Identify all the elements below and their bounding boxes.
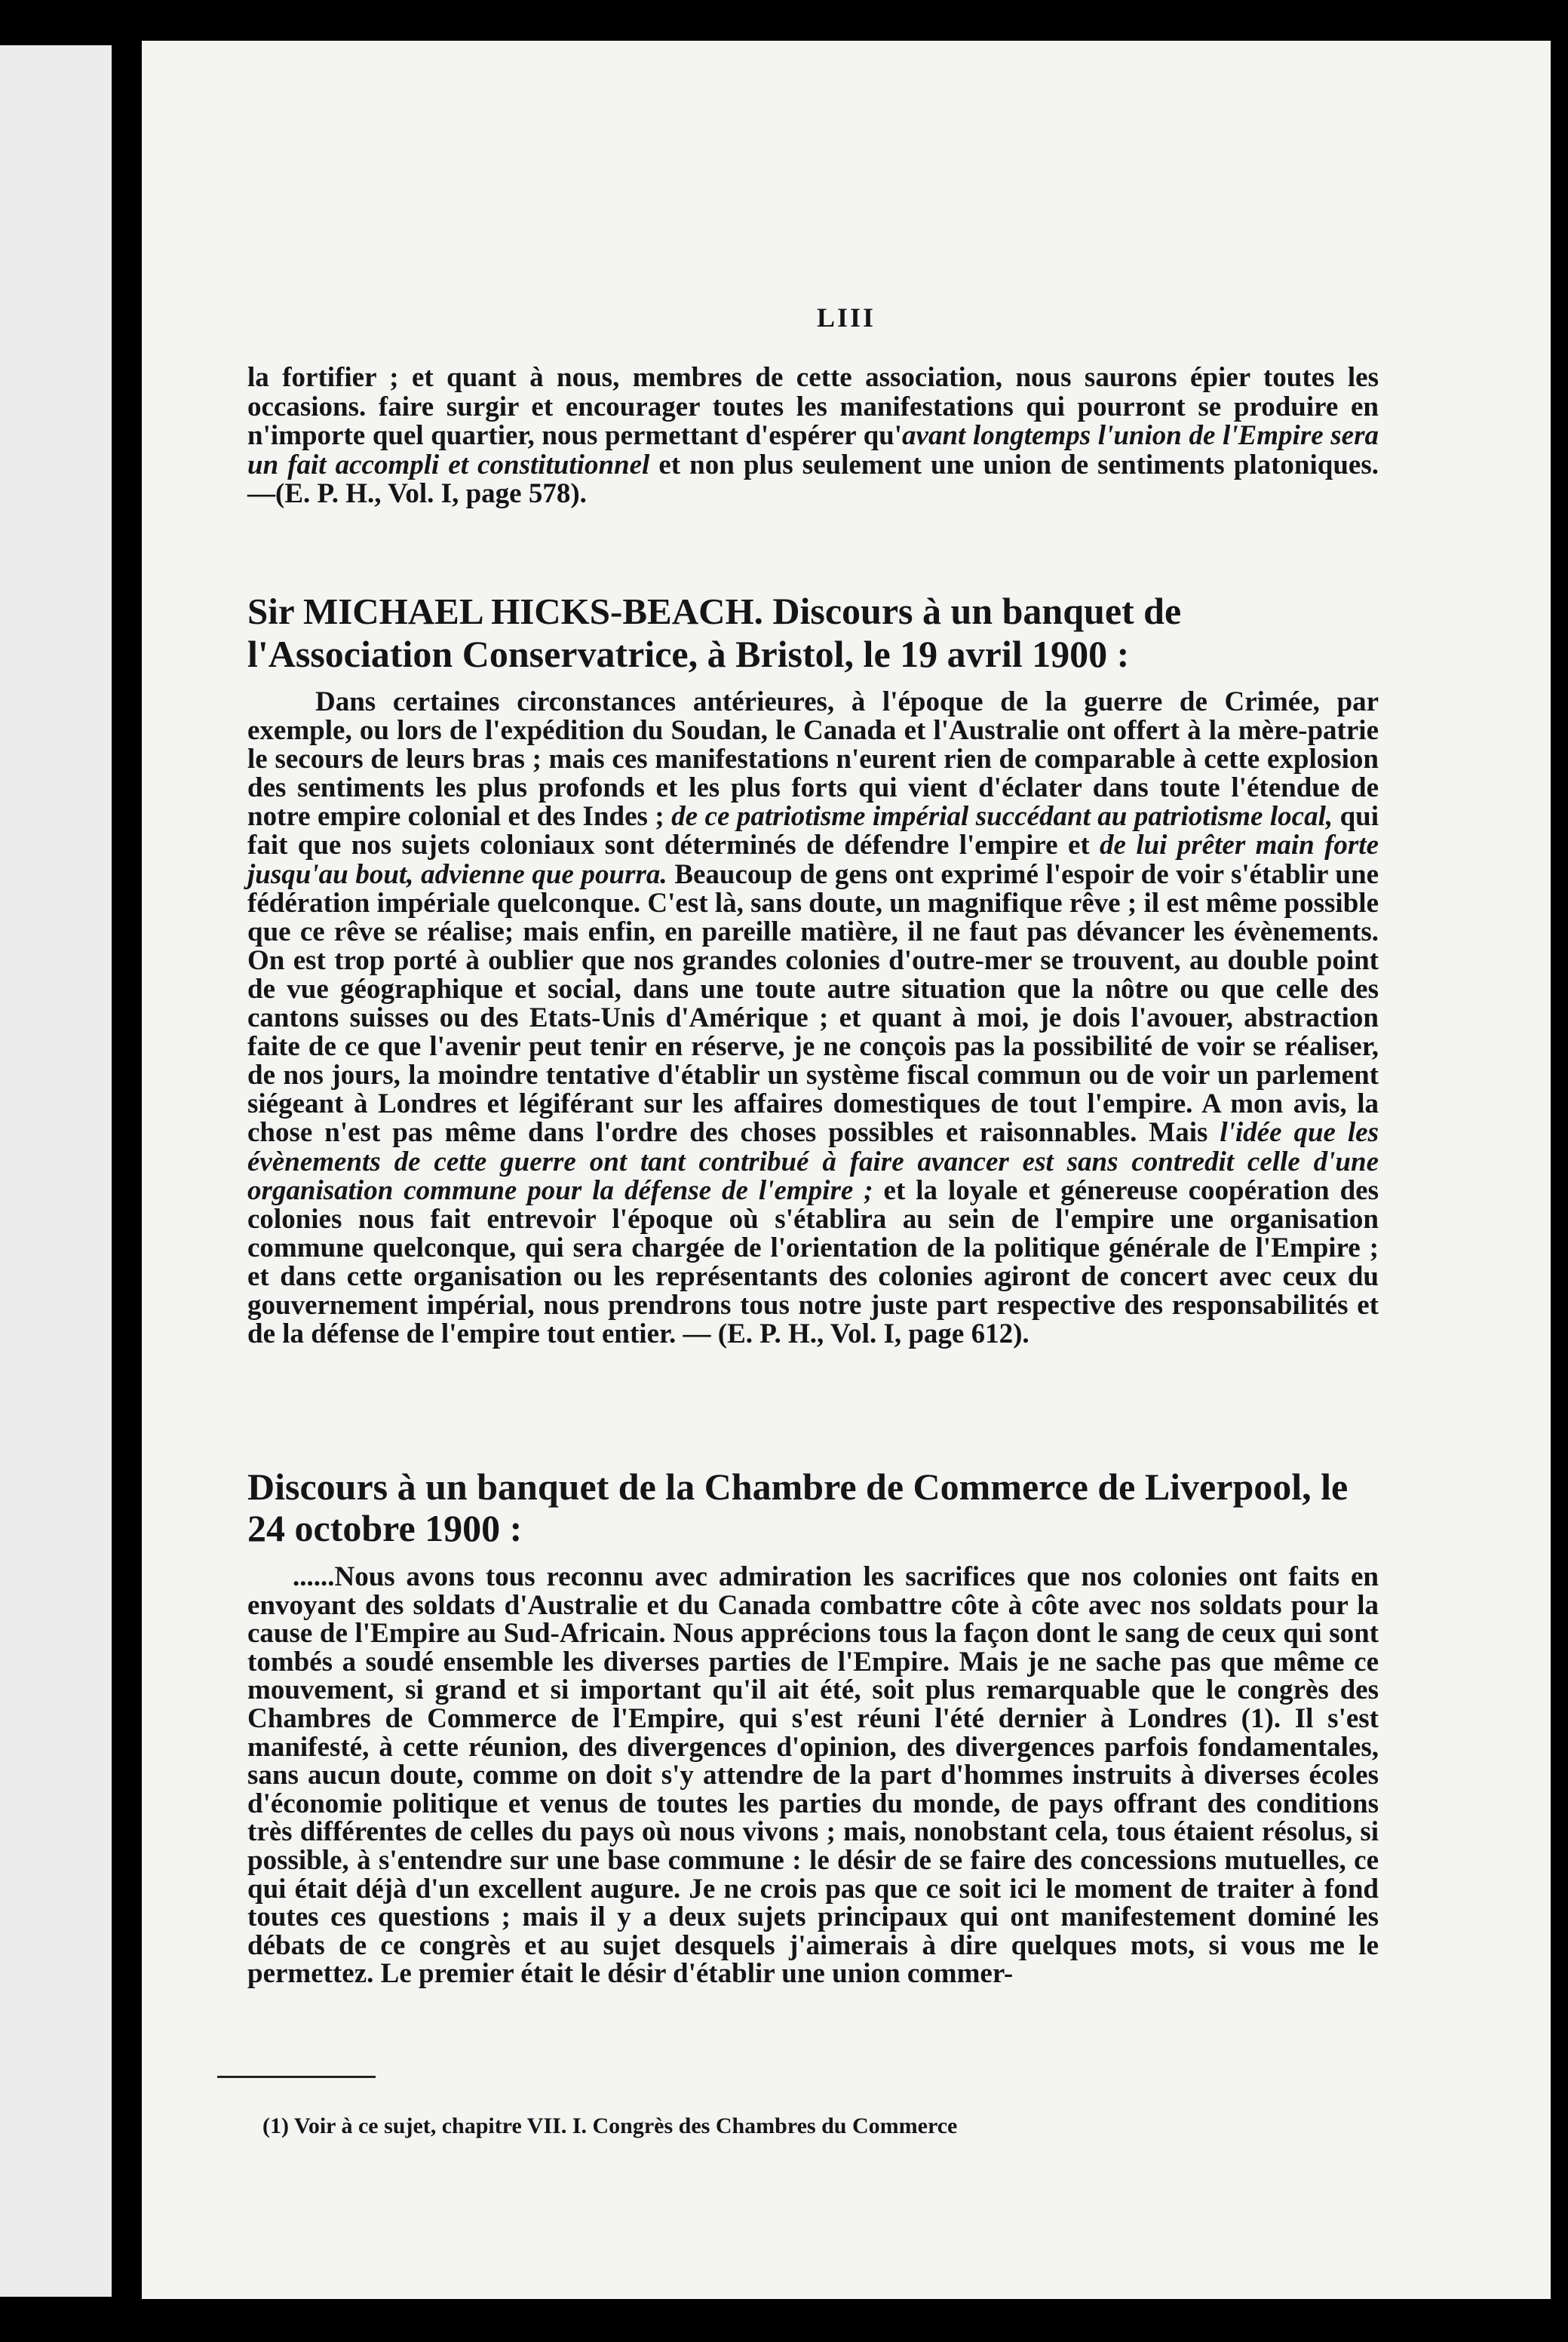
quotation-italic: avant longtemps l'union de l'Empire sera un fait accompli et constitutionnel — [247, 420, 1379, 480]
body-text: et la loyale et génereuse coopération des colonies nous fait entrevoir l'époque où s'établira au sein de l'empire une organisation commune quelconque, qui sera chargée de l'orientation de la politique générale de l'Empire ; et dans cette organisation ou les représentants des colonies agiront de concert avec ceux du gouvernement impérial, nous prendrons tous notre juste part respective des responsabilités et de la défense de l'empire tout entier. — (E. P. H., Vol. I, page 612). — [247, 1174, 1379, 1350]
footnote: (1) Voir à ce sujet, chapitre VII. I. Congrès des Chambres du Commerce — [262, 2113, 958, 2138]
speech-paragraph-liverpool: ......Nous avons tous reconnu avec admiration les sacrifices que nos colonies ont faits en envoyant des soldats d'Australie et du Canada combattre côte à côte avec nos soldats pour la cause de l'Empire au Sud-Africain. Nous apprécions tous la façon dont le sang de ceux qui sont tombés a soudé ensemble les diverses parties de l'Empire. Mais je ne sache pas que même ce mouvement, si grand et si important qu'il ait été, soit plus remarquable que le congrès des Chambres de Commerce de l'Empire, qui s'est réuni l'été dernier à Londres (1). Il s'est manifesté, à cette réunion, des divergences d'opinion, des divergences parfois fondamentales, sans aucun doute, comme on doit s'y attendre de la part d'hommes instruits à diverses écoles d'économie politique et venus de toutes les parties du monde, de pays offrant des conditions très différentes de celles du pays où nous vivons ; mais, nonobstant cela, tous étaient résolus, si possible, à s'entendre sur une base commune : le désir de se faire des concessions mutuelles, ce qui était déjà d'un excellent augure. Je ne crois pas que ce soit ici le moment de traiter à fond toutes ces questions ; mais il y a deux sujets principaux qui ont manifestement dominé les débats de ce congrès et au sujet desquels j'aimerais à dire quelques mots, si vous me le permettez. Le premier était le désir d'établir une union commer- — [247, 1561, 1379, 1990]
quotation-text: la fortifier ; et quant à nous, membres de cette association, nous saurons épier toutes les occasions. faire surgir et encourager toutes les manifestations qui pourront se produire en n'importe quel quartier, nous permettant d'espérer qu' — [247, 362, 1379, 451]
body-italic: de lui prêter main forte jusqu'au bout, advienne que pourra. — [247, 830, 1379, 890]
body-text: Beaucoup de gens ont exprimé l'espoir de voir s'établir une fédération impériale quelconque. C'est là, sans doute, un magnifique rêve ; il est même possible que ce rêve se réalise; mais enfin, en pareille matière, il ne faut pas dévancer les évènements. On est trop porté à oublier que nos grandes colonies d'outre-mer se trouvent, au double point de vue géographique et social, dans une toute autre situation que la nôtre ou que celle des cantons suisses ou des Etats-Unis d'Amérique ; et quant à moi, je dois l'avouer, abstraction faite de ce que l'avenir peut tenir en réserve, je ne conçois pas la possibilité de voir se réaliser, de nos jours, la moindre tentative d'établir un système fiscal commun ou de voir un parlement siégeant à Londres et légiférant sur les affaires domestiques de tout l'empire. A mon avis, la chose n'est pas même dans l'ordre des choses possibles et raisonnables. Mais — [247, 858, 1379, 1149]
section-heading-bristol — [247, 590, 1379, 675]
speech-paragraph-bristol — [247, 688, 1379, 1349]
page-number: LIII — [816, 302, 876, 333]
section-heading-liverpool: Discours à un banquet de la Chambre de Commerce de Liverpool, le 24 octobre 1900 : — [247, 1466, 1349, 1549]
body-text: qui fait que nos sujets coloniaux sont déterminés de défendre l'empire et — [247, 801, 1379, 861]
previous-page-edge — [0, 45, 112, 2297]
footnote-rule — [217, 2076, 376, 2078]
speaker-name: Sir MICHAEL HICKS-BEACH. — [247, 591, 763, 632]
body-italic: l'idée que les évènements de cette guerre ont tant contribué à faire avancer est sans contredit celle d'une organisation commune pour la défense de l'empire ; — [247, 1117, 1379, 1206]
quotation-paragraph — [247, 364, 1379, 509]
quotation-citation: et non plus seulement une union de sentiments platoniques.—(E. P. H., Vol. I, page 578). — [247, 449, 1379, 509]
body-italic: de ce patriotisme impérial succédant au patriotisme local, — [671, 801, 1333, 833]
book-page — [142, 41, 1551, 2299]
heading-text: Discours à un banquet de l'Association Conservatrice, à Bristol, le 19 avril 1900 : — [247, 590, 1182, 675]
body-text: Dans certaines circonstances antérieures, à l'époque de la guerre de Crimée, par exemple, ou lors de l'expédition du Soudan, le Canada et l'Australie ont offert à la mère-patrie le secours de leurs bras ; mais ces manifestations n'eurent rien de comparable à cette explosion des sentiments les plus profonds et les plus forts qui vient d'éclater dans toute l'étendue de notre empire colonial et des Indes ; — [247, 686, 1379, 833]
